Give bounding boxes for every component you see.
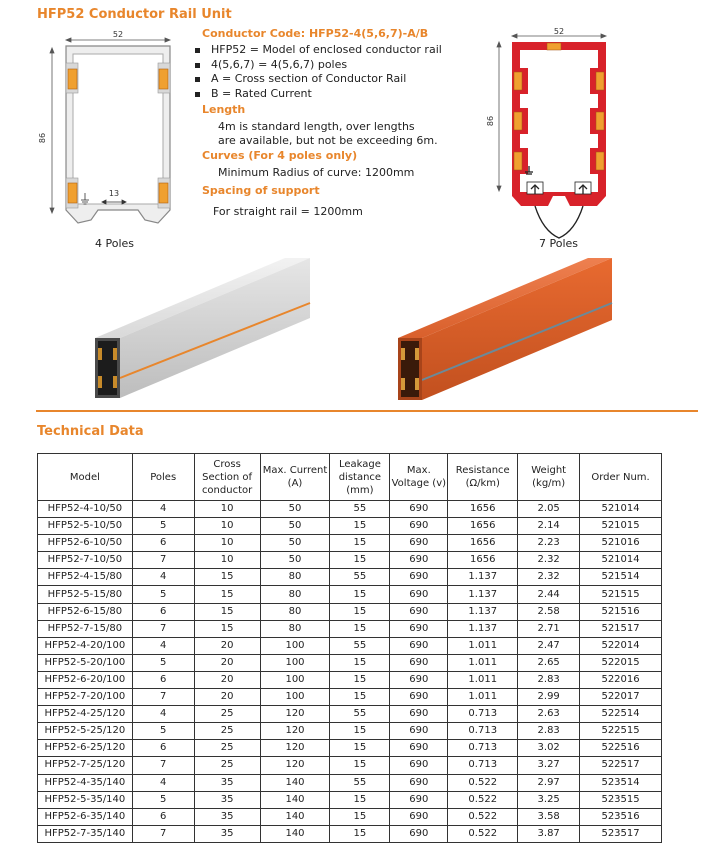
table-row [38, 723, 662, 740]
column-header: Max. Current (A) [260, 454, 330, 501]
table-cell: 690 [390, 501, 448, 518]
table-cell: 3.87 [518, 825, 580, 842]
table-row [38, 654, 662, 671]
table-cell: 25 [194, 757, 260, 774]
table-row [38, 706, 662, 723]
table-cell: 2.14 [518, 518, 580, 535]
table-cell: 140 [260, 791, 330, 808]
length-text-line1: 4m is standard length, over lengths [218, 120, 415, 133]
table-cell: 6 [132, 671, 194, 688]
table-row [38, 689, 662, 706]
table-cell: 10 [194, 535, 260, 552]
table-cell: 2.58 [518, 603, 580, 620]
table-row [38, 791, 662, 808]
table-cell: HFP52-6-35/140 [38, 808, 133, 825]
table-cell: 80 [260, 620, 330, 637]
table-cell: 690 [390, 671, 448, 688]
table-cell: 1.011 [448, 689, 518, 706]
table-cell: HFP52-4-35/140 [38, 774, 133, 791]
section-divider [36, 410, 698, 412]
spacing-heading: Spacing of support [202, 184, 320, 197]
table-row [38, 569, 662, 586]
table-cell: 1.137 [448, 603, 518, 620]
table-cell: 15 [330, 808, 390, 825]
code-definitions-list [193, 43, 442, 101]
table-cell: 4 [132, 501, 194, 518]
table-cell: 0.522 [448, 774, 518, 791]
table-cell: 690 [390, 740, 448, 757]
table-cell: 690 [390, 723, 448, 740]
table-cell: 80 [260, 586, 330, 603]
seven-poles-caption: 7 Poles [539, 237, 579, 250]
table-cell: 690 [390, 791, 448, 808]
table-cell: 2.65 [518, 654, 580, 671]
table-row [38, 535, 662, 552]
table-cell: 690 [390, 808, 448, 825]
table-cell: 55 [330, 569, 390, 586]
table-cell: 0.713 [448, 723, 518, 740]
table-cell: 2.05 [518, 501, 580, 518]
table-row [38, 518, 662, 535]
table-cell: HFP52-7-35/140 [38, 825, 133, 842]
length-heading: Length [202, 103, 246, 116]
table-cell: 15 [330, 791, 390, 808]
table-cell: 522515 [580, 723, 662, 740]
right-height-dimension: 86 [486, 115, 495, 127]
table-cell: 10 [194, 501, 260, 518]
column-header: Order Num. [580, 454, 662, 501]
length-text-line2: are available, but not be exceeding 6m. [218, 134, 438, 147]
table-row [38, 825, 662, 842]
table-cell: 15 [330, 518, 390, 535]
table-cell: 140 [260, 808, 330, 825]
table-cell: 5 [132, 654, 194, 671]
left-height-dimension: 86 [38, 132, 47, 144]
table-cell: HFP52-5-10/50 [38, 518, 133, 535]
table-cell: 80 [260, 603, 330, 620]
column-header: Max. Voltage (v) [390, 454, 448, 501]
table-cell: 1656 [448, 501, 518, 518]
table-cell: 0.522 [448, 825, 518, 842]
table-cell: 0.522 [448, 808, 518, 825]
table-cell: 690 [390, 689, 448, 706]
curves-text: Minimum Radius of curve: 1200mm [218, 166, 415, 179]
table-cell: HFP52-4-20/100 [38, 637, 133, 654]
table-cell: 523515 [580, 791, 662, 808]
table-cell: 1656 [448, 535, 518, 552]
curves-heading: Curves (For 4 poles only) [202, 149, 358, 162]
list-item: B = Rated Current [193, 87, 442, 102]
table-cell: 4 [132, 569, 194, 586]
column-header: Resistance (Ω/km) [448, 454, 518, 501]
table-cell: 35 [194, 825, 260, 842]
table-cell: 4 [132, 637, 194, 654]
table-cell: 6 [132, 535, 194, 552]
left-width-dimension: 52 [112, 30, 124, 39]
table-cell: 100 [260, 637, 330, 654]
table-cell: 20 [194, 637, 260, 654]
table-cell: 2.97 [518, 774, 580, 791]
table-row [38, 637, 662, 654]
table-cell: 522514 [580, 706, 662, 723]
table-cell: 15 [330, 689, 390, 706]
table-cell: 3.25 [518, 791, 580, 808]
table-cell: 120 [260, 706, 330, 723]
table-cell: 521015 [580, 518, 662, 535]
table-cell: 3.58 [518, 808, 580, 825]
table-cell: 690 [390, 774, 448, 791]
table-cell: 1.137 [448, 620, 518, 637]
technical-data-table [37, 453, 662, 843]
table-cell: 140 [260, 774, 330, 791]
table-cell: 690 [390, 825, 448, 842]
table-cell: 35 [194, 791, 260, 808]
table-row [38, 757, 662, 774]
table-cell: 15 [330, 552, 390, 569]
table-cell: HFP52-7-15/80 [38, 620, 133, 637]
table-cell: HFP52-6-15/80 [38, 603, 133, 620]
grey-rail-product-image [85, 258, 315, 403]
right-width-dimension: 52 [553, 27, 565, 36]
table-cell: 20 [194, 654, 260, 671]
table-cell: 690 [390, 654, 448, 671]
table-cell: 7 [132, 757, 194, 774]
table-cell: HFP52-7-20/100 [38, 689, 133, 706]
table-cell: 0.522 [448, 791, 518, 808]
table-cell: 100 [260, 654, 330, 671]
table-cell: 15 [194, 603, 260, 620]
table-cell: HFP52-6-25/120 [38, 740, 133, 757]
table-cell: 25 [194, 723, 260, 740]
table-cell: 15 [194, 620, 260, 637]
table-row [38, 774, 662, 791]
table-cell: 690 [390, 706, 448, 723]
table-cell: 522516 [580, 740, 662, 757]
table-cell: 7 [132, 620, 194, 637]
table-cell: 55 [330, 637, 390, 654]
table-cell: 25 [194, 706, 260, 723]
table-cell: 521014 [580, 501, 662, 518]
table-cell: 2.71 [518, 620, 580, 637]
table-cell: HFP52-4-15/80 [38, 569, 133, 586]
table-cell: 15 [330, 671, 390, 688]
table-cell: 10 [194, 552, 260, 569]
table-cell: HFP52-7-25/120 [38, 757, 133, 774]
table-cell: 120 [260, 740, 330, 757]
table-row [38, 586, 662, 603]
four-poles-caption: 4 Poles [95, 237, 135, 250]
table-cell: 100 [260, 671, 330, 688]
table-cell: 15 [330, 603, 390, 620]
table-cell: 1.011 [448, 654, 518, 671]
conductor-code: Conductor Code: HFP52-4(5,6,7)-A/B [202, 27, 429, 40]
table-cell: 690 [390, 569, 448, 586]
table-cell: 15 [330, 825, 390, 842]
list-item: 4(5,6,7) = 4(5,6,7) poles [193, 58, 442, 73]
table-cell: 50 [260, 552, 330, 569]
table-cell: 15 [194, 569, 260, 586]
four-pole-cross-section-diagram [40, 28, 190, 243]
table-cell: 522014 [580, 637, 662, 654]
table-cell: 3.02 [518, 740, 580, 757]
table-cell: HFP52-6-20/100 [38, 671, 133, 688]
table-cell: 523514 [580, 774, 662, 791]
table-cell: 2.47 [518, 637, 580, 654]
table-cell: 6 [132, 740, 194, 757]
table-cell: 521517 [580, 620, 662, 637]
table-cell: 20 [194, 671, 260, 688]
table-cell: 1.137 [448, 586, 518, 603]
table-cell: HFP52-5-35/140 [38, 791, 133, 808]
table-cell: 100 [260, 689, 330, 706]
spacing-text: For straight rail = 1200mm [213, 205, 363, 218]
table-cell: 15 [330, 620, 390, 637]
table-cell: 690 [390, 586, 448, 603]
table-cell: 2.23 [518, 535, 580, 552]
table-cell: HFP52-7-10/50 [38, 552, 133, 569]
table-cell: 55 [330, 774, 390, 791]
left-gap-dimension: 13 [108, 189, 120, 198]
table-cell: 6 [132, 808, 194, 825]
table-cell: 35 [194, 808, 260, 825]
table-cell: 2.99 [518, 689, 580, 706]
table-cell: 522015 [580, 654, 662, 671]
table-cell: 2.63 [518, 706, 580, 723]
table-row [38, 603, 662, 620]
page-title: HFP52 Conductor Rail Unit [37, 7, 232, 22]
table-cell: 521014 [580, 552, 662, 569]
table-cell: 25 [194, 740, 260, 757]
table-cell: 15 [330, 740, 390, 757]
table-cell: 2.32 [518, 569, 580, 586]
table-cell: 20 [194, 689, 260, 706]
seven-pole-cross-section-diagram [485, 26, 620, 241]
table-cell: 521016 [580, 535, 662, 552]
table-cell: 15 [330, 654, 390, 671]
table-cell: 0.713 [448, 706, 518, 723]
table-cell: 690 [390, 620, 448, 637]
table-cell: 2.83 [518, 671, 580, 688]
table-cell: 522017 [580, 689, 662, 706]
table-cell: 521514 [580, 569, 662, 586]
table-cell: 80 [260, 569, 330, 586]
table-cell: 3.27 [518, 757, 580, 774]
table-cell: 5 [132, 518, 194, 535]
table-cell: 4 [132, 774, 194, 791]
table-cell: 7 [132, 825, 194, 842]
table-cell: 140 [260, 825, 330, 842]
column-header: Model [38, 454, 133, 501]
table-cell: 15 [330, 535, 390, 552]
table-cell: 2.32 [518, 552, 580, 569]
table-cell: 15 [330, 586, 390, 603]
table-cell: 690 [390, 757, 448, 774]
table-cell: 120 [260, 757, 330, 774]
table-cell: 55 [330, 501, 390, 518]
table-cell: 2.44 [518, 586, 580, 603]
table-header-row [38, 454, 662, 501]
table-row [38, 552, 662, 569]
table-row [38, 808, 662, 825]
table-cell: 15 [194, 586, 260, 603]
table-cell: 5 [132, 586, 194, 603]
table-cell: 690 [390, 603, 448, 620]
table-cell: 522517 [580, 757, 662, 774]
list-item: HFP52 = Model of enclosed conductor rail [193, 43, 442, 58]
column-header: Leakage distance (mm) [330, 454, 390, 501]
table-cell: 50 [260, 518, 330, 535]
table-cell: 10 [194, 518, 260, 535]
table-cell: 0.713 [448, 740, 518, 757]
table-cell: HFP52-4-10/50 [38, 501, 133, 518]
column-header: Poles [132, 454, 194, 501]
table-cell: 50 [260, 535, 330, 552]
table-cell: 690 [390, 637, 448, 654]
table-cell: 5 [132, 723, 194, 740]
table-cell: 1656 [448, 518, 518, 535]
table-row [38, 620, 662, 637]
table-cell: 7 [132, 689, 194, 706]
table-cell: 4 [132, 706, 194, 723]
table-cell: HFP52-6-10/50 [38, 535, 133, 552]
table-cell: 2.83 [518, 723, 580, 740]
table-cell: 7 [132, 552, 194, 569]
technical-data-heading: Technical Data [37, 424, 144, 439]
table-cell: 522016 [580, 671, 662, 688]
table-cell: 120 [260, 723, 330, 740]
table-cell: 0.713 [448, 757, 518, 774]
table-body [38, 501, 662, 843]
table-row [38, 501, 662, 518]
table-cell: 5 [132, 791, 194, 808]
table-cell: 15 [330, 723, 390, 740]
table-cell: 50 [260, 501, 330, 518]
table-cell: 523517 [580, 825, 662, 842]
table-cell: 690 [390, 518, 448, 535]
column-header: Weight (kg/m) [518, 454, 580, 501]
table-cell: 1.011 [448, 671, 518, 688]
table-cell: 35 [194, 774, 260, 791]
list-item: A = Cross section of Conductor Rail [193, 72, 442, 87]
table-cell: 1.011 [448, 637, 518, 654]
table-cell: 521515 [580, 586, 662, 603]
table-row [38, 740, 662, 757]
table-cell: 1656 [448, 552, 518, 569]
table-cell: HFP52-5-25/120 [38, 723, 133, 740]
table-cell: 690 [390, 552, 448, 569]
table-cell: 523516 [580, 808, 662, 825]
table-cell: 521516 [580, 603, 662, 620]
table-row [38, 671, 662, 688]
table-cell: 1.137 [448, 569, 518, 586]
table-cell: 15 [330, 757, 390, 774]
table-cell: HFP52-4-25/120 [38, 706, 133, 723]
orange-rail-product-image [390, 258, 620, 403]
table-cell: 6 [132, 603, 194, 620]
table-cell: HFP52-5-15/80 [38, 586, 133, 603]
column-header: Cross Section of conductor [194, 454, 260, 501]
table-cell: 690 [390, 535, 448, 552]
table-cell: HFP52-5-20/100 [38, 654, 133, 671]
table-cell: 55 [330, 706, 390, 723]
